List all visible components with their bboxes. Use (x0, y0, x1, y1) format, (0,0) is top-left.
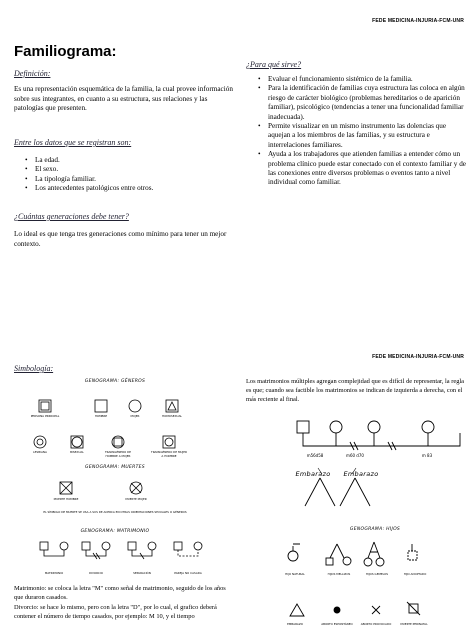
symbol-label: MUERTE MUJER (125, 497, 147, 501)
para-que-list (258, 75, 468, 188)
list-item: • Para la identificación de familias cuya estructura las coloca en algún riesgo de carácter biológico (problemas hereditarios o de aparición familiar), psicológico (tendencias a tener una funcionalidad familiar inadecuada). (258, 84, 468, 122)
symbol-label: LESBIANA (33, 450, 47, 454)
datos-list (25, 156, 225, 194)
definicion-heading: Definición: (14, 69, 51, 78)
marriage-label: m 83 (421, 453, 433, 458)
muertes-note: EL SÍMBOLO DE MUERTE SE USA A SUS DE ACERCA EN OTRAS ORIENTACIONES SEXUALES O GÉNEROS (43, 510, 187, 514)
symbol-label: MUJER (130, 414, 140, 418)
simbologia-heading: Simbología: (14, 364, 54, 373)
marriage-label: m56d58 (306, 453, 324, 458)
generaciones-text: Lo ideal es que tenga tres generaciones como mínimo para tener un mejor contexto. (14, 230, 227, 248)
symbol-label: HIJOS MELLIZOS (327, 572, 351, 576)
page-header: FEDE MEDICINA-INJURIA-FCM-UNR (372, 354, 464, 360)
generaciones-heading: ¿Cuántas generaciones debe tener? (14, 212, 129, 221)
generos-title: GENOGRAMA: GÉNEROS (84, 379, 146, 384)
list-item: • El sexo. (25, 165, 225, 174)
symbol-label: HIJO ADOPTADO (403, 572, 427, 576)
list-item: • Ayuda a los trabajadores que atienden familias a entender cómo un problema clínico puede estar conectado con el contexto familiar y de las conexiones entre diversos problemas o eventos tanto a nivel individual como familiar. (258, 150, 468, 188)
symbol-label: MUERTE HOMBRE (53, 497, 79, 501)
embarazo-label: Embarazo (295, 470, 331, 478)
multiples-note: Los matrimonios múltiples agregan complejidad que es difícil de representar, la regla es que; cuando sea factible los matrimonios se indican de izquierda a derecha, con el más reciente al final. (246, 378, 465, 403)
page-title: Familiograma: (14, 43, 117, 60)
symbol-label: EMBARAZO (287, 622, 303, 626)
list-item: • Permite visualizar en un mismo instrumento las dolencias que aquejan a los miembros de las familias, y su estructura e interrelaciones familiares. (258, 122, 468, 150)
symbol-label: TRANSGÉNERO DE HOMBRE A MUJER (104, 450, 132, 458)
list-item: • La tipología familiar. (25, 175, 225, 184)
symbol-label: MATRIMONIO (44, 571, 64, 575)
definicion-text: Es una representación esquemática de la familia, la cual provee información sobre sus integrantes, en cuanto a su estructura, sus relaciones y las patologías que presenten. (14, 85, 233, 113)
symbol-label: ABORTO PROVOCADO (360, 622, 392, 626)
symbol-label: DIVORCIO (89, 571, 103, 575)
divorcio-note: Divorcio: se hace lo mismo, pero con la letra "D", por lo cual, el grafico deberá contener el número de tiempo casados, por ejemplo: M 10, y el tiempo (14, 604, 217, 620)
symbol-label: SEPARACIÓN (133, 571, 151, 575)
symbol-label: TRANSGÉNERO DE MUJER A HOMBRE (151, 450, 187, 458)
list-item: • Evaluar el funcionamiento sistémico de la familia. (258, 75, 468, 84)
symbol-label: HIJO NATURAL (285, 572, 305, 576)
marriage-label: m60 d70 (346, 453, 364, 458)
embarazo-label: Embarazo (343, 470, 379, 478)
symbol-label: HOMOSEXUAL (162, 414, 182, 418)
page-2 (0, 346, 474, 632)
para-que-heading: ¿Para qué sirve? (246, 60, 302, 69)
symbol-label: HIJOS GEMELOS (365, 572, 389, 576)
hijos-title: GENOGRAMA: HIJOS (349, 527, 401, 532)
matrimonio-note: Matrimonio: se coloca la letra "M" como señal de matrimonio, seguido de los años que duraron casados. (14, 585, 226, 601)
symbol-label: ABORTO ESPONTÁNEO (321, 622, 353, 626)
matrimonio-title: GENOGRAMA: MATRIMONIO (80, 529, 150, 534)
muertes-title: GENOGRAMA: MUERTES (85, 465, 145, 470)
symbol-label: PAREJA NO CASADA (174, 571, 202, 575)
datos-heading: Entre los datos que se registran son: (14, 138, 132, 147)
page-header: FEDE MEDICINA-INJURIA-FCM-UNR (372, 18, 464, 24)
multiples-diagram (0, 346, 474, 632)
symbol-label: PERSONA PRINCIPAL (30, 414, 60, 418)
list-item: • Los antecedentes patológicos entre otros. (25, 184, 225, 193)
symbol-label: BISEXUAL (70, 450, 84, 454)
symbol-label: MUERTE PERINATAL (400, 622, 428, 626)
symbol-label: HOMBRE (94, 414, 108, 418)
list-item: • La edad. (25, 156, 225, 165)
